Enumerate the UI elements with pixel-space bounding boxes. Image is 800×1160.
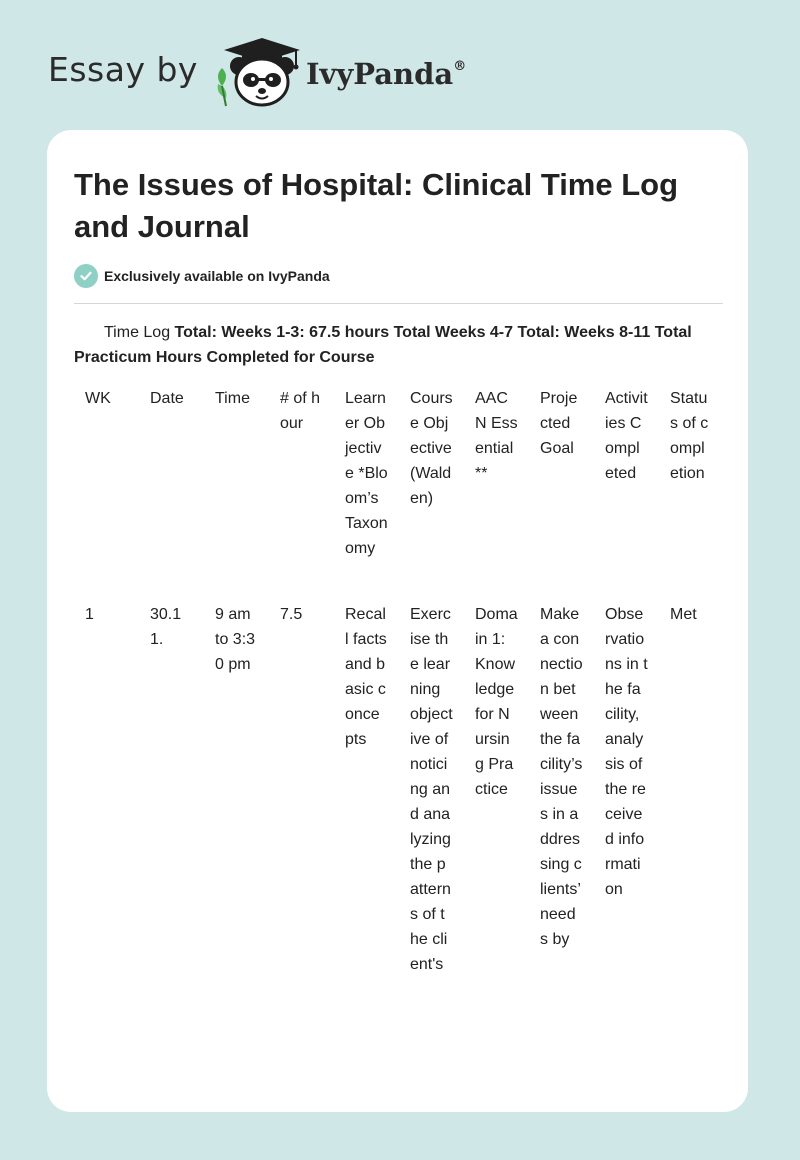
header-time: Time xyxy=(215,390,250,407)
header-aacn-essential: AACN Essential** xyxy=(475,390,518,482)
exclusive-text: Exclusively available on IvyPanda xyxy=(104,268,330,284)
table-cell-time: 9 am to 3:30 pm xyxy=(215,606,256,673)
header-activities: Activities Completed xyxy=(605,390,648,482)
table-cell-projected-goal: Make a connection between the facility’s issues in addressing clients’ needs by xyxy=(540,606,583,948)
header-projected-goal: Projected Goal xyxy=(540,390,578,457)
page-title: The Issues of Hospital: Clinical Time Log and Journal xyxy=(74,167,679,244)
table-cell-date: 30.11. xyxy=(150,606,182,648)
brand-name: IvyPanda® xyxy=(305,57,467,91)
table-cell-hours: 7.5 xyxy=(280,606,303,623)
table-cell-wk: 1 xyxy=(85,606,94,623)
essay-card xyxy=(47,130,748,1112)
table-cell-status: Met xyxy=(670,606,697,623)
header-course-objective: Course Objective(Walden) xyxy=(410,390,453,507)
table-cell-activities: Observations in the facility, analysis of the received information xyxy=(605,606,648,898)
intro-paragraph: Time Log Total: Weeks 1-3: 67.5 hours Total Weeks 4-7 Total: Weeks 8-11 Total Practicum Hours Completed for Course xyxy=(74,324,692,366)
table-cell-course-objective: Exercise the learning objective of noticing and analyzing the patterns of the client's xyxy=(410,606,453,973)
header-status: Status of completion xyxy=(670,390,709,482)
brand-prefix: Essay by xyxy=(48,49,198,89)
time-log-table xyxy=(47,130,748,1112)
header-date: Date xyxy=(150,390,184,407)
table-cell-learner-objective: Recall facts and basic concepts xyxy=(345,606,387,748)
table-cell-aacn-essential: Domain 1: Knowledge for Nursing Practice xyxy=(475,606,518,798)
header-wk: WK xyxy=(85,390,111,407)
header-learner-objective: Learner Objective *Bloom’s Taxonomy xyxy=(345,390,388,557)
header-hours: # of hour xyxy=(280,390,321,432)
brand-header[interactable] xyxy=(48,36,466,108)
panda-graduate-icon xyxy=(212,36,304,108)
